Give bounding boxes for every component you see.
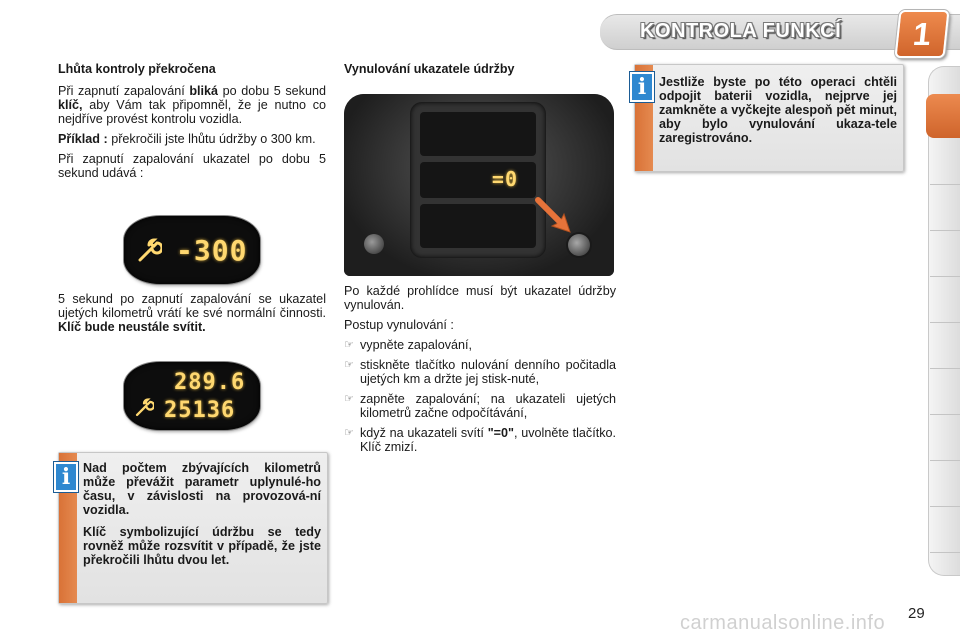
odometer-display-normal: [124, 362, 260, 430]
info-paragraph-1: Nad počtem zbývajících kilometrů může převážit parametr uplynulé-ho času, v závislosti na provozová-ní vozidla.: [83, 461, 321, 517]
reset-step-4: ☞ když na ukazateli svítí "=0", uvolněte tlačítko. Klíč zmizí.: [344, 426, 616, 454]
wrench-icon: [134, 398, 154, 418]
reset-display-value: =0: [491, 167, 518, 191]
tab-divider: [930, 460, 960, 461]
reset-steps-list: [344, 338, 616, 454]
section-heading-reset: Vynulování ukazatele údržby: [344, 62, 515, 76]
middle-column: [344, 62, 616, 84]
wrench-icon: [136, 238, 162, 264]
normal-operation-paragraph: 5 sekund po zapnutí zapalování se ukazatel ujetých kilometrů vrátí ke své normální činnosti. Klíč bude neustále svítit.: [58, 292, 326, 334]
page-number: 29: [908, 605, 925, 622]
example-paragraph: Příklad : překročili jste lhůtu údržby o 300 km.: [58, 132, 316, 146]
info-text-right: Jestliže byste po této operaci chtěli odpojit baterii vozidla, nejprve jej zamkněte a vyčkejte alespoň pět minut, aby bylo vynulování ukaza-tele zaregistrováno.: [659, 75, 897, 145]
display-intro-paragraph: Při zapnutí zapalování ukazatel po dobu 5 sekund udává :: [58, 152, 326, 180]
info-paragraph-2: Klíč symbolizující údržbu se tedy rovněž může rozsvítit v případě, že jste překročili lhůtu dvou let.: [83, 525, 321, 567]
odometer-display-overdue: [124, 216, 260, 284]
lower-screen: [420, 204, 536, 248]
reset-intro-paragraph: Po každé prohlídce musí být ukazatel údržby vynulován.: [344, 284, 616, 312]
reset-step-3: ☞ zapněte zapalování; na ukazateli ujetých kilometrů začne odpočítávání,: [344, 392, 616, 420]
tab-divider: [930, 506, 960, 507]
info-box-battery: [634, 64, 904, 172]
reset-step-2: ☞ stiskněte tlačítko nulování denního počitadla ujetých km a držte jej stisk-nuté,: [344, 358, 616, 386]
instrument-panel-illustration: [344, 94, 614, 276]
info-icon: i: [54, 462, 78, 492]
left-knob: [364, 234, 384, 254]
reset-procedure-label: Postup vynulování :: [344, 318, 454, 332]
info-text-left: [83, 461, 321, 575]
tab-divider: [930, 230, 960, 231]
watermark: carmanualsonline.info: [680, 612, 886, 634]
chapter-badge: 1: [894, 10, 949, 58]
reset-step-1: ☞ vypněte zapalování,: [344, 338, 616, 352]
section-heading-overdue: Lhůta kontroly překročena: [58, 62, 216, 76]
left-column-lower: [58, 292, 326, 340]
left-column: [58, 62, 326, 186]
display-value-minus-300: -300: [176, 234, 248, 267]
total-distance-value: 25136: [164, 398, 236, 423]
tab-divider: [930, 276, 960, 277]
overdue-paragraph: Při zapnutí zapalování bliká po dobu 5 sekund klíč, aby Vám tak připomněl, že je nutno co nejdříve provést kontrolu vozidla.: [58, 84, 326, 126]
upper-screen: [420, 112, 536, 156]
middle-screen: [420, 162, 536, 198]
arrow-pointer-icon: [534, 194, 578, 238]
page-title: KONTROLA FUNKCÍ: [640, 20, 842, 42]
info-box-time-limit: [58, 452, 328, 604]
tab-divider: [930, 414, 960, 415]
active-chapter-tab[interactable]: [926, 94, 960, 138]
info-icon: i: [630, 72, 654, 102]
tab-divider: [930, 322, 960, 323]
chapter-tabs: [928, 66, 960, 576]
tab-divider: [930, 552, 960, 553]
trip-distance-value: 289.6: [174, 370, 246, 395]
tab-divider: [930, 368, 960, 369]
middle-column-text: [344, 284, 616, 460]
tab-divider: [930, 184, 960, 185]
